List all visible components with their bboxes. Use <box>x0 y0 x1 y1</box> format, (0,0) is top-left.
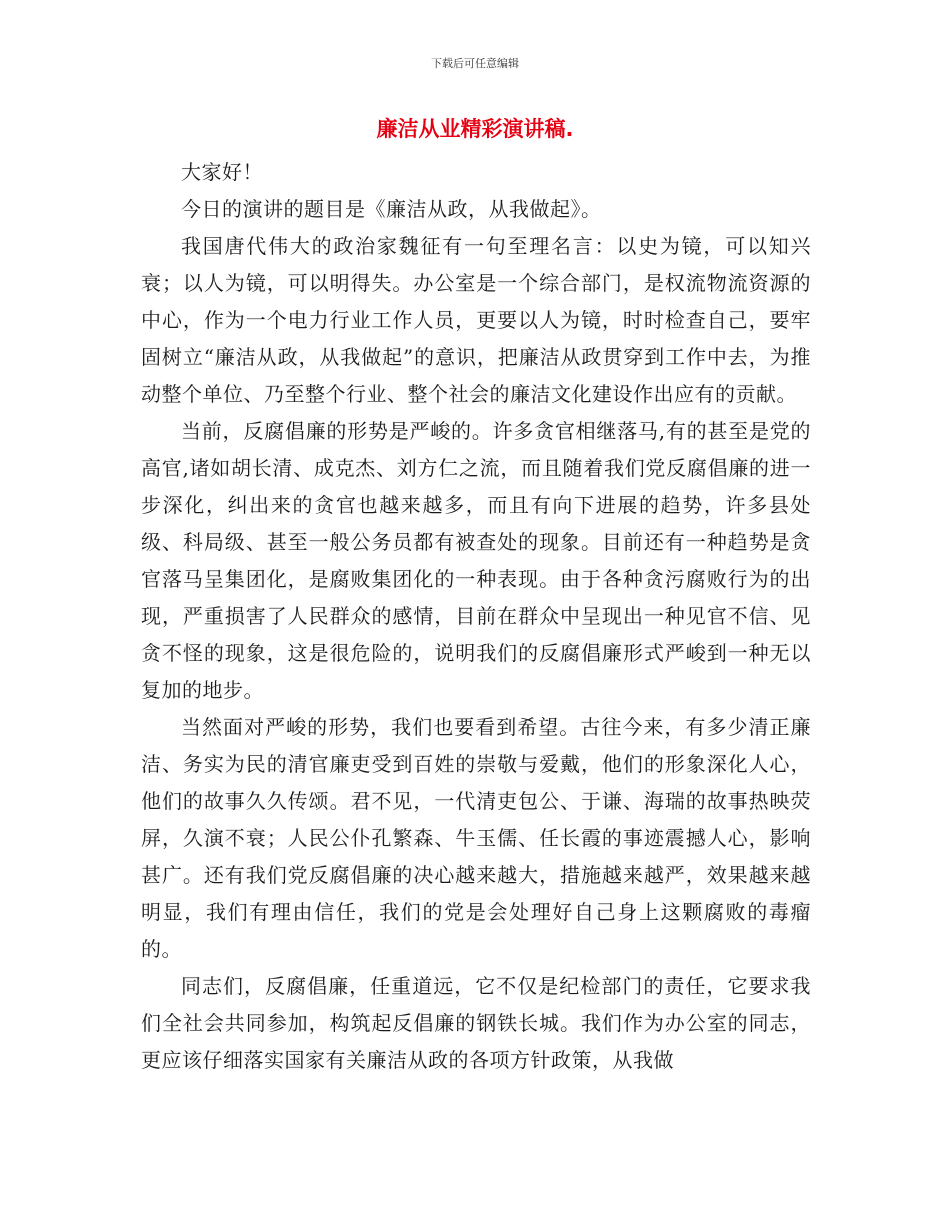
document-body <box>141 154 811 1079</box>
header-note: 下载后可任意编辑 <box>431 57 519 70</box>
paragraph-greeting: 大家好！ <box>181 160 263 184</box>
paragraph: 当然面对严峻的形势，我们也要看到希望。古往今来，有多少清正廉洁、务实为民的清官廉吏受到百姓的崇敬与爱戴，他们的形象深化人心，他们的故事久久传颂。君不见，一代清吏包公、于谦、海瑞的故事热映荧屏，久演不衰；人民公仆孔繁森、牛玉儒、任长霞的事迹震撼人心，影响甚广。还有我们党反腐倡廉的决心越来越大，措施越来越严，效果越来越明显，我们有理由信任，我们的党是会处理好自己身上这颗腐败的毒瘤的。 <box>141 715 811 961</box>
paragraph: 我国唐代伟大的政治家魏征有一句至理名言：以史为镜，可以知兴衰；以人为镜，可以明得失。办公室是一个综合部门，是权流物流资源的中心，作为一个电力行业工作人员，更要以人为镜，时时检查自己，要牢固树立“廉洁从政，从我做起”的意识，把廉洁从政贯穿到工作中去，为推动整个单位、乃至整个行业、整个社会的廉洁文化建设作出应有的贡献。 <box>141 234 811 406</box>
paragraph: 当前，反腐倡廉的形势是严峻的。许多贪官相继落马,有的甚至是党的高官,诸如胡长清、成克杰、刘方仁之流，而且随着我们党反腐倡廉的进一步深化，纠出来的贪官也越来越多，而且有向下进展的趋势，许多县处级、科局级、甚至一般公务员都有被查处的现象。目前还有一种趋势是贪官落马呈集团化，是腐败集团化的一种表现。由于各种贪污腐败行为的出现，严重损害了人民群众的感情，目前在群众中呈现出一种见官不信、见贪不怪的现象，这是很危险的，说明我们的反腐倡廉形式严峻到一种无以复加的地步。 <box>141 419 811 702</box>
paragraph: 同志们，反腐倡廉，任重道远，它不仅是纪检部门的责任，它要求我们全社会共同参加，构筑起反倡廉的钢铁长城。我们作为办公室的同志，更应该仔细落实国家有关廉洁从政的各项方针政策，从我做 <box>141 974 811 1072</box>
document-title: 廉洁从业精彩演讲稿. <box>376 117 574 141</box>
paragraph-topic: 今日的演讲的题目是《廉洁从政，从我做起》。 <box>181 197 602 221</box>
